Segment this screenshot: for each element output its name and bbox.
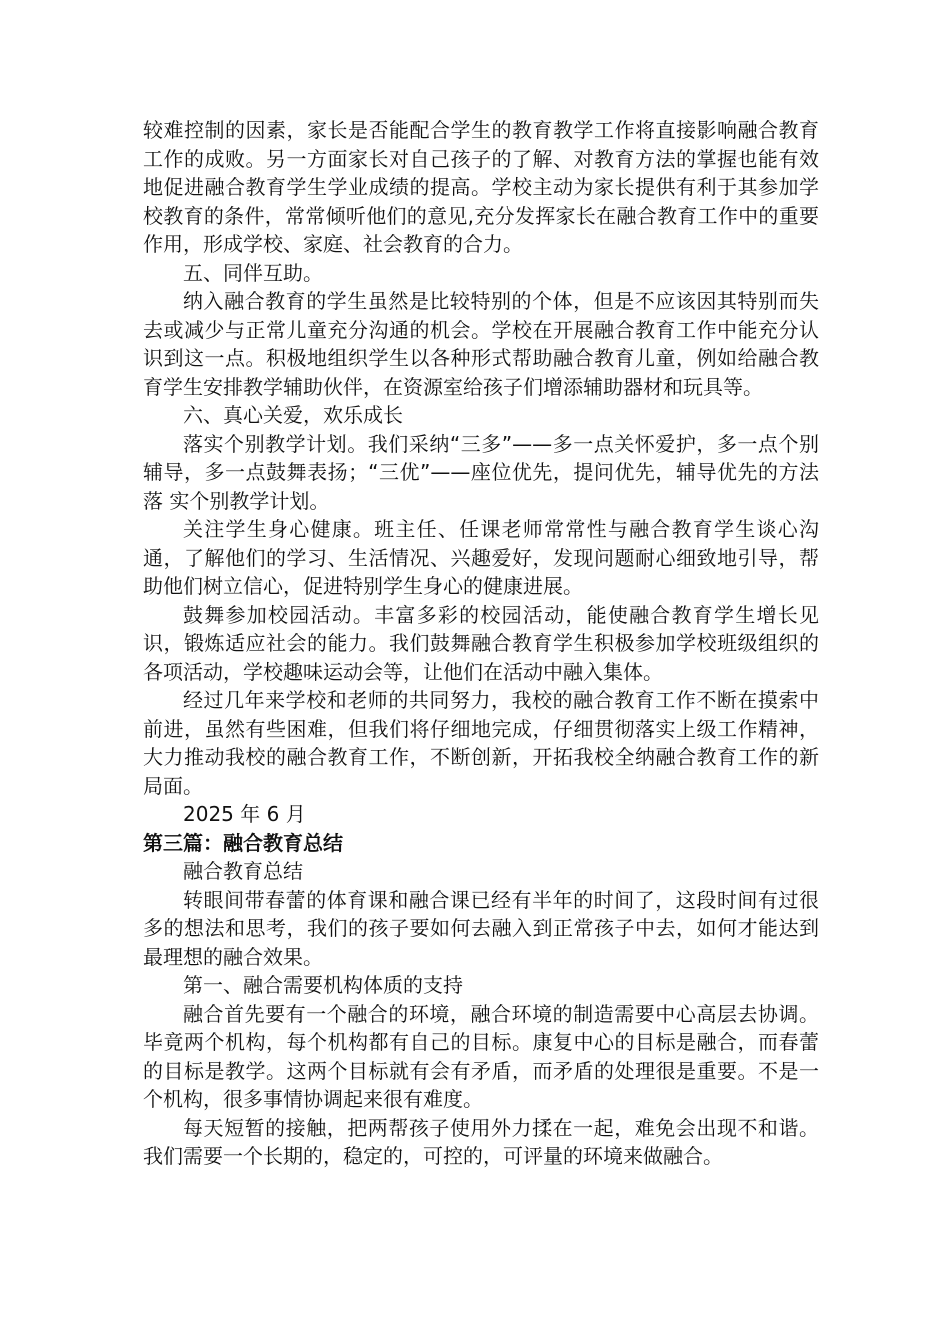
part-three-title: 第三篇：融合教育总结	[143, 830, 343, 855]
date-line: 2025 年 6 月	[183, 802, 306, 826]
paragraph-health: 关注学生身心健康。班主任、任课老师常常性与融合教育学生谈心沟通，了解他们的学习、生活情况、兴趣爱好，发现问题耐心细致地引导，帮助他们树立信心，促进特别学生身心的健康进展。	[143, 517, 819, 598]
paragraph-campus-activities: 鼓舞参加校园活动。丰富多彩的校园活动，能使融合教育学生增长见识，锻炼适应社会的能力。我们鼓舞融合教育学生积极参加学校班级组织的各项活动，学校趣味运动会等，让他们在活动中融入集体。	[143, 602, 819, 684]
paragraph-conclusion: 经过几年来学校和老师的共同努力，我校的融合教育工作不断在摸索中前进，虽然有些困难，但我们将仔细地完成，仔细贯彻落实上级工作精神，大力推动我校的融合教育工作，不断创新，开拓我校全纳融合教育工作的新局面。	[143, 688, 819, 798]
paragraph-peer-support: 纳入融合教育的学生虽然是比较特别的个体，但是不应该因其特别而失去或减少与正常儿童充分沟通的机会。学校在开展融合教育工作中能充分认识到这一点。积极地组织学生以各种形式帮助融合教育儿童，例如给融合教育学生安排教学辅助伙伴，在资源室给孩子们增添辅助器材和玩具等。	[143, 289, 819, 399]
section-heading-peer-support: 五、同伴互助。	[183, 260, 323, 285]
section-heading-first: 第一、融合需要机构体质的支持	[183, 973, 463, 997]
section-heading-care-growth: 六、真心关爱，欢乐成长	[183, 403, 403, 427]
document-body	[143, 116, 819, 1171]
subtitle: 融合教育总结	[183, 859, 303, 883]
paragraph-parent-role: 较难控制的因素，家长是否能配合学生的教育教学工作将直接影响融合教育工作的成败。另一方面家长对自己孩子的了解、对教育方法的掌握也能有效地促进融合教育学生学业成绩的提高。学校主动为家长提供有利于其参加学校教育的条件，常常倾听他们的意见,充分发挥家长在融合教育工作中的重要作用，形成学校、家庭、社会教育的合力。	[143, 118, 819, 256]
paragraph-environment: 融合首先要有一个融合的环境，融合环境的制造需要中心高层去协调。毕竟两个机构，每个机构都有自己的目标。康复中心的目标是融合，而春蕾的目标是教学。这两个目标就有会有矛盾，而矛盾的处理很是重要。不是一个机构，很多事情协调起来很有难度。	[143, 1001, 819, 1111]
paragraph-intro: 转眼间带春蕾的体育课和融合课已经有半年的时间了，这段时间有过很多的想法和思考，我们的孩子要如何去融入到正常孩子中去，如何才能达到最理想的融合效果。	[143, 887, 819, 969]
paragraph-daily-contact: 每天短暂的接触，把两帮孩子使用外力揉在一起，难免会出现不和谐。我们需要一个长期的，稳定的，可控的，可评量的环境来做融合。	[143, 1115, 819, 1168]
paragraph-individual-plan: 落实个别教学计划。我们采纳“三多”——多一点关怀爱护，多一点个别辅导，多一点鼓舞表扬；“三优”——座位优先，提问优先，辅导优先的方法落 实个别教学计划。	[143, 431, 819, 513]
